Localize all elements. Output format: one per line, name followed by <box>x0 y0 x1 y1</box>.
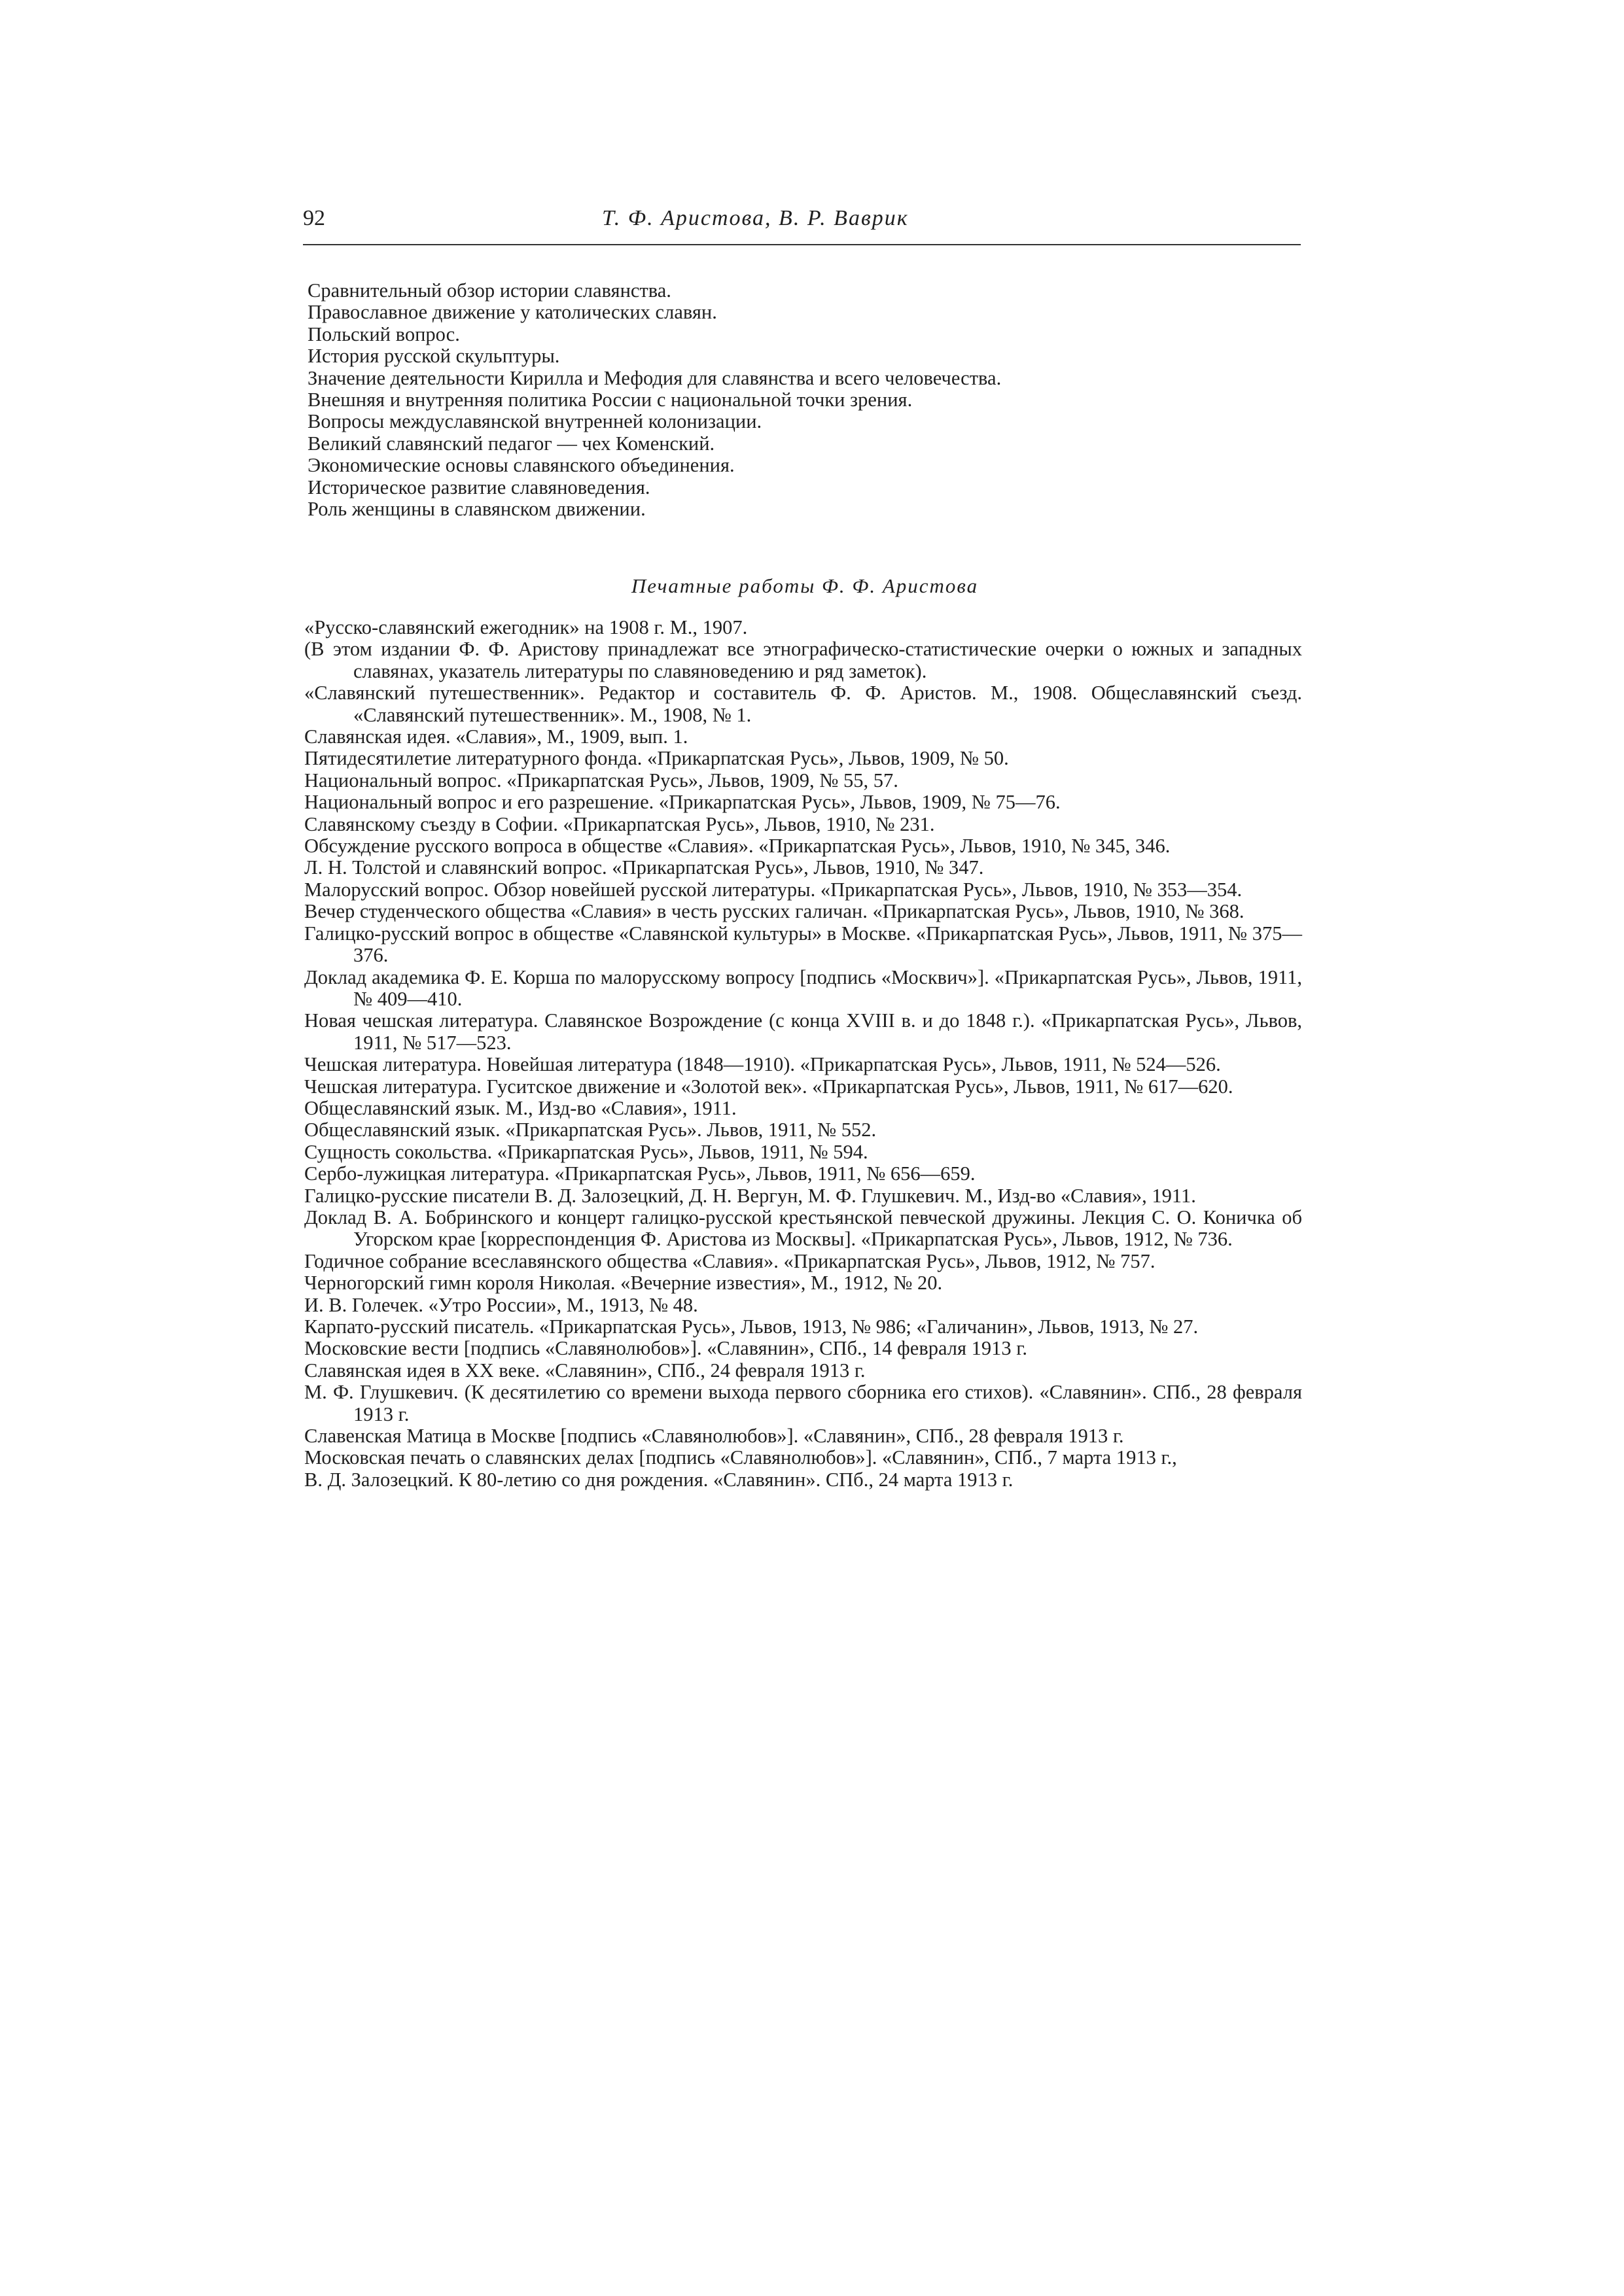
bibliography-entry: И. В. Голечек. «Утро России», М., 1913, № 48. <box>304 1293 698 1316</box>
bibliography-entry: Малорусский вопрос. Обзор новейшей русской литературы. «Прикарпатская Русь», Львов, 1910, № 353—354. <box>304 878 1243 901</box>
bibliography-entry: Обсуждение русского вопроса в обществе «Славия». «Прикарпатская Русь», Львов, 1910, № 345, 346. <box>304 835 1171 858</box>
bibliography-entry: Галицко-русские писатели В. Д. Залозецкий, Д. Н. Вергун, М. Ф. Глушкевич. М., Изд-во «Славия», 1911. <box>304 1184 1196 1207</box>
bibliography-entry: Общеславянский язык. «Прикарпатская Русь». Львов, 1911, № 552. <box>304 1119 877 1141</box>
bibliography-entry: Доклад академика Ф. Е. Корша по малорусскому вопросу [подпись «Москвич»]. «Прикарпатская Русь», Львов, 1911, № 409—410. <box>304 965 1302 1010</box>
topic-item: Историческое развитие славяноведения. <box>308 476 650 498</box>
bibliography-entry: М. Ф. Глушкевич. (К десятилетию со времени выхода первого сборника его стихов). «Славянин». СПб., 28 февраля 1913 г. <box>304 1381 1302 1425</box>
bibliography-entry: Карпато-русский писатель. «Прикарпатская Русь», Львов, 1913, № 986; «Галичанин», Львов, 1913, № 27. <box>304 1315 1199 1338</box>
bibliography-entry: Московские вести [подпись «Славянолюбов»]. «Славянин», СПб., 14 февраля 1913 г. <box>304 1337 1027 1360</box>
bibliography-entry: Славянская идея. «Славия», М., 1909, вып. 1. <box>304 725 688 748</box>
topic-item: Великий славянский педагог — чех Коменский. <box>308 432 715 455</box>
section-heading: Печатные работы Ф. Ф. Аристова <box>631 574 979 597</box>
bibliography-entry: Вечер студенческого общества «Славия» в честь русских галичан. «Прикарпатская Русь», Львов, 1910, № 368. <box>304 900 1244 923</box>
bibliography-entry: Московская печать о славянских делах [подпись «Славянолюбов»]. «Славянин», СПб., 7 марта 1913 г., <box>304 1446 1177 1469</box>
topic-item: Значение деятельности Кирилла и Мефодия для славянства и всего человечества. <box>308 366 1002 389</box>
bibliography-entry: Сербо-лужицкая литература. «Прикарпатская Русь», Львов, 1911, № 656—659. <box>304 1162 976 1185</box>
bibliography-entry: Галицко-русский вопрос в обществе «Славянской культуры» в Москве. «Прикарпатская Русь», Львов, 1911, № 375—376. <box>304 922 1302 967</box>
topic-item: Роль женщины в славянском движении. <box>308 498 646 521</box>
bibliography-entry: Сущность сокольства. «Прикарпатская Русь», Львов, 1911, № 594. <box>304 1140 868 1163</box>
bibliography-entry: Славянскому съезду в Софии. «Прикарпатская Русь», Львов, 1910, № 231. <box>304 812 935 835</box>
bibliography-entry: (В этом издании Ф. Ф. Аристову принадлежат все этнографическо-статистические очерки о южных и западных славянах, указатель литературы по славяноведению и ряд заметок). <box>304 638 1302 682</box>
bibliography-entry: Новая чешская литература. Славянское Возрождение (с конца XVIII в. и до 1848 г.). «Прикарпатская Русь», Львов, 1911, № 517—523. <box>304 1009 1302 1054</box>
topic-item: Польский вопрос. <box>308 322 460 345</box>
bibliography-entry: Национальный вопрос. «Прикарпатская Русь», Львов, 1909, № 55, 57. <box>304 769 898 791</box>
bibliography-entry: Чешская литература. Новейшая литература (1848—1910). «Прикарпатская Русь», Львов, 1911, № 524—526. <box>304 1053 1221 1076</box>
bibliography-entry: Годичное собрание всеславянского общества «Славия». «Прикарпатская Русь», Львов, 1912, № 757. <box>304 1249 1156 1272</box>
topic-item: История русской скульптуры. <box>308 345 560 368</box>
topic-item: Экономические основы славянского объединения. <box>308 454 735 477</box>
header-rule <box>303 244 1301 245</box>
running-title: Т. Ф. Аристова, В. Р. Ваврик <box>602 206 909 230</box>
topics-list <box>308 280 1302 520</box>
bibliography-entry: Пятидесятилетие литературного фонда. «Прикарпатская Русь», Львов, 1909, № 50. <box>304 747 1009 770</box>
bibliography-entry: Общеславянский язык. М., Изд-во «Славия», 1911. <box>304 1096 737 1119</box>
topic-item: Сравнительный обзор истории славянства. <box>308 279 671 302</box>
bibliography-entry: В. Д. Залозецкий. К 80-летию со дня рождения. «Славянин». СПб., 24 марта 1913 г. <box>304 1468 1014 1491</box>
bibliography-entry: Черногорский гимн короля Николая. «Вечерние известия», М., 1912, № 20. <box>304 1272 943 1295</box>
topic-item: Православное движение у католических славян. <box>308 301 717 324</box>
bibliography-entry: Национальный вопрос и его разрешение. «Прикарпатская Русь», Львов, 1909, № 75—76. <box>304 791 1061 814</box>
bibliography-list <box>304 617 1302 1491</box>
bibliography-entry: Славенская Матица в Москве [подпись «Славянолюбов»]. «Славянин», СПб., 28 февраля 1913 г. <box>304 1425 1124 1448</box>
topic-item: Вопросы междуславянской внутренней колонизации. <box>308 410 762 433</box>
topic-item: Внешняя и внутренняя политика России с национальной точки зрения. <box>308 389 913 411</box>
bibliography-entry: Чешская литература. Гуситское движение и «Золотой век». «Прикарпатская Русь», Львов, 1911, № 617—620. <box>304 1075 1233 1098</box>
bibliography-entry: Славянская идея в XX веке. «Славянин», СПб., 24 февраля 1913 г. <box>304 1359 866 1382</box>
bibliography-entry: Доклад В. А. Бобринского и концерт галицко-русской крестьянской певческой дружины. Лекция С. О. Коничка об Угорском крае [корреспонденция Ф. Аристова из Москвы]. «Прикарпатская Русь», Львов, 1912, № 736. <box>304 1206 1302 1251</box>
bibliography-entry: «Русско-славянский ежегодник» на 1908 г. М., 1907. <box>304 616 748 638</box>
bibliography-entry: Л. Н. Толстой и славянский вопрос. «Прикарпатская Русь», Львов, 1910, № 347. <box>304 856 984 879</box>
bibliography-entry: «Славянский путешественник». Редактор и составитель Ф. Ф. Аристов. М., 1908. Общеславянский съезд. «Славянский путешественник». М., 1908, № 1. <box>304 682 1302 726</box>
page-header <box>303 206 1301 245</box>
page-number: 92 <box>303 206 325 230</box>
